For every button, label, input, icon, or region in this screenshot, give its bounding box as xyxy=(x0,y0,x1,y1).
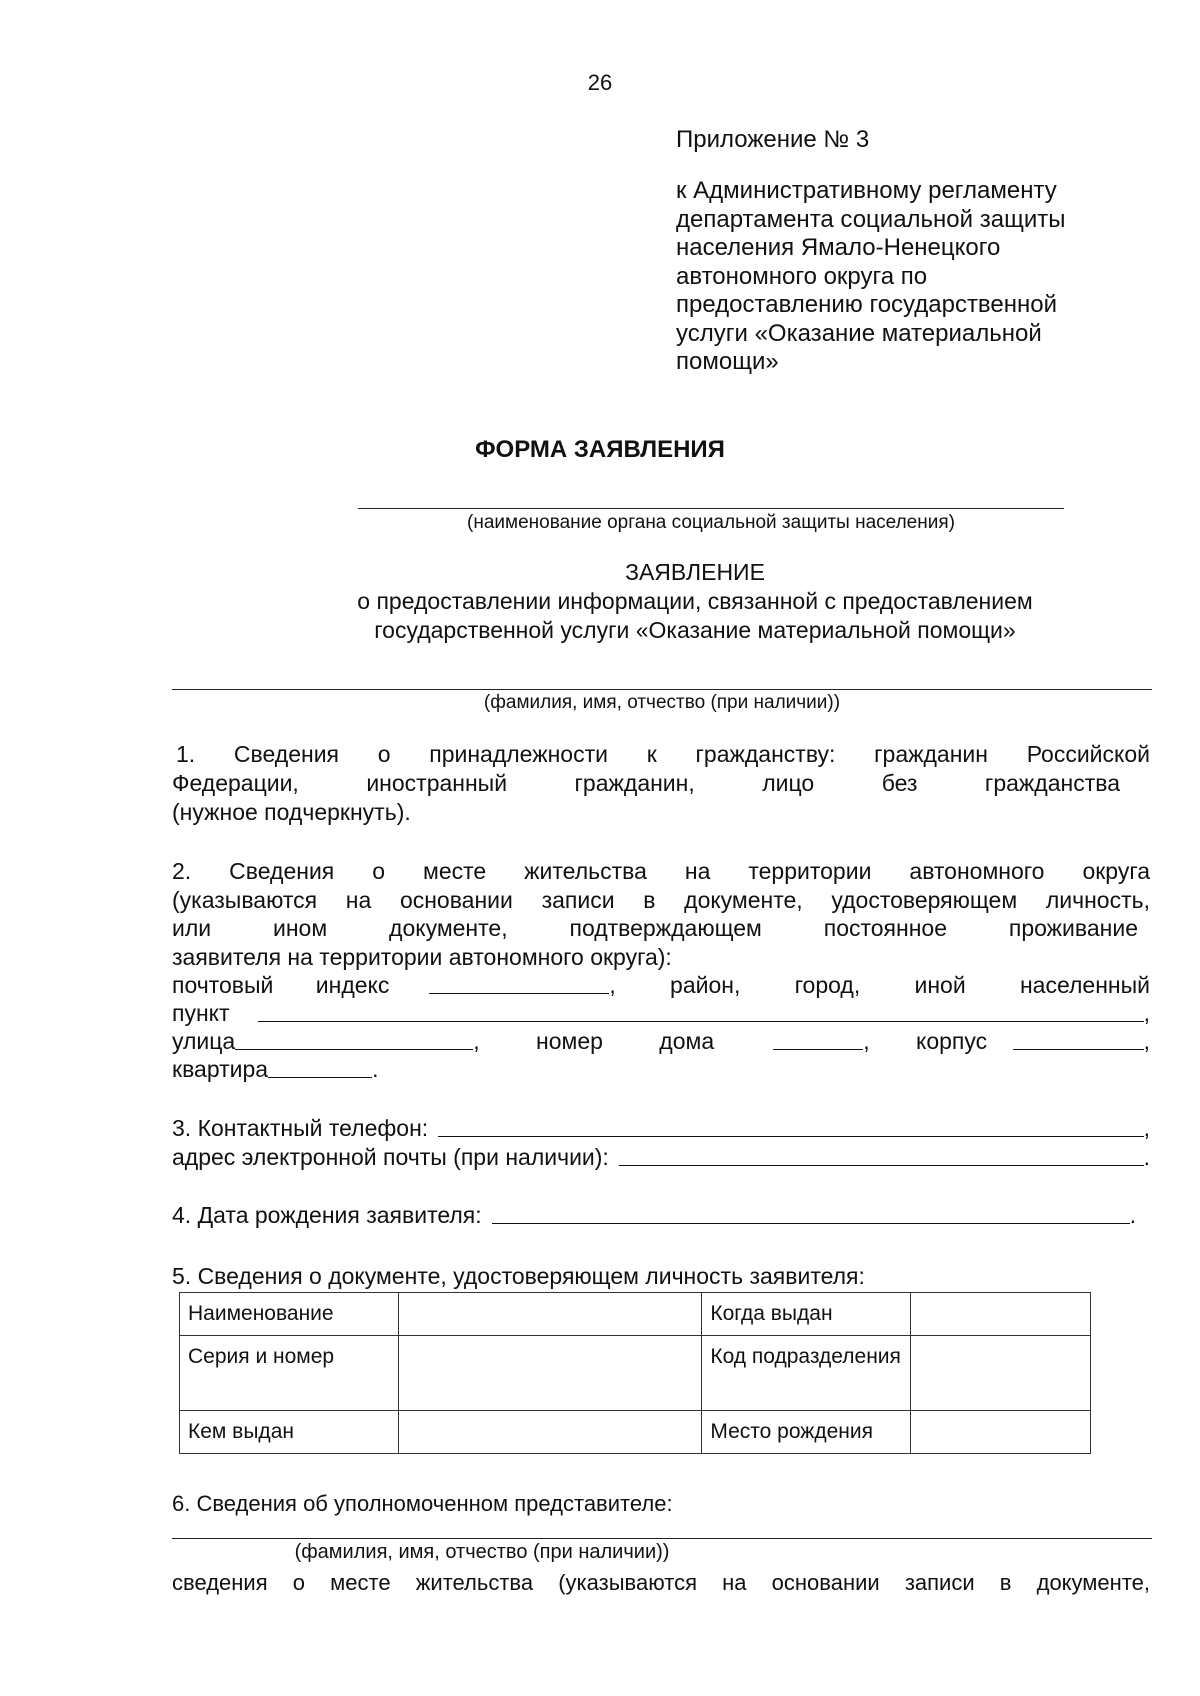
applicant-fio-field[interactable] xyxy=(172,689,1152,690)
application-subtitle-line: государственной услуги «Оказание материальной помощи» xyxy=(374,617,1016,643)
phone-row: 3. Контактный телефон: , xyxy=(172,1115,1150,1141)
org-name-field[interactable] xyxy=(358,508,1064,509)
locality-field[interactable] xyxy=(258,1020,1144,1022)
application-subtitle-line: о предоставлении информации, связанной с предоставлением xyxy=(357,588,1033,614)
org-name-caption: (наименование органа социальной защиты населения) xyxy=(467,512,955,533)
house-field[interactable] xyxy=(773,1048,863,1050)
appendix-line: к Административному регламенту xyxy=(676,177,1057,204)
representative-residence xyxy=(172,1569,1150,1598)
section-1-line: Федерации, иностранный гражданин, лицо без гражданства xyxy=(172,770,1120,796)
table-cell-label: Серия и номер xyxy=(180,1336,399,1411)
section-2-line: 2. Сведения о месте жительства на территории автономного округа xyxy=(172,858,1150,884)
house-label: , номер дома xyxy=(473,1028,715,1054)
apartment-row: квартира . xyxy=(172,1056,379,1082)
birthdate-label: 4. Дата рождения заявителя: xyxy=(172,1202,482,1228)
section-2 xyxy=(172,857,1150,914)
postal-index-row xyxy=(172,971,1150,1000)
locality-row: пункт , xyxy=(172,1000,1150,1026)
postal-index-field[interactable] xyxy=(429,992,609,994)
application-title: ЗАЯВЛЕНИЕ xyxy=(625,559,765,585)
postal-index-after: , район, город, иной населенный xyxy=(609,972,1150,998)
form-title: ФОРМА ЗАЯВЛЕНИЯ xyxy=(475,436,725,463)
appendix-line: автономного округа по xyxy=(676,262,928,290)
birthdate-field[interactable] xyxy=(492,1222,1130,1224)
table-cell-input[interactable] xyxy=(398,1293,701,1336)
section-2-cont xyxy=(172,914,1138,943)
table-row xyxy=(180,1293,1091,1336)
section-1-line: 1. Сведения о принадлежности к гражданству: гражданин Российской xyxy=(176,741,1150,767)
street-field[interactable] xyxy=(235,1048,473,1050)
phone-label: 3. Контактный телефон: xyxy=(172,1115,429,1141)
table-cell-input[interactable] xyxy=(911,1293,1091,1336)
representative-fio-field[interactable] xyxy=(172,1538,1152,1539)
appendix-line: населения Ямало-Ненецкого xyxy=(676,234,1001,261)
apartment-field[interactable] xyxy=(268,1076,372,1078)
appendix-line: департамента социальной защиты xyxy=(676,205,1066,233)
building-field[interactable] xyxy=(1013,1048,1143,1050)
applicant-fio-caption: (фамилия, имя, отчество (при наличии)) xyxy=(483,692,841,713)
appendix-line: услуги «Оказание материальной xyxy=(676,319,1042,347)
apartment-label: квартира xyxy=(172,1056,269,1082)
table-cell-input[interactable] xyxy=(398,1411,701,1454)
phone-field[interactable] xyxy=(438,1135,1143,1137)
section-6-label: 6. Сведения об уполномоченном представителе: xyxy=(172,1491,673,1516)
email-row: адрес электронной почты (при наличии): . xyxy=(172,1144,1150,1170)
table-cell-label: Код подразделения xyxy=(702,1336,911,1411)
section-2-line: заявителя на территории автономного округа): xyxy=(172,944,672,970)
appendix-title: Приложение № 3 xyxy=(676,126,870,153)
application-heading xyxy=(290,558,1100,645)
table-cell-label: Место рождения xyxy=(702,1411,911,1454)
section-1 xyxy=(176,740,1150,769)
appendix-text xyxy=(676,177,1146,377)
street-label: улица xyxy=(172,1028,236,1054)
section-1-cont xyxy=(172,769,1120,798)
table-cell-label: Когда выдан xyxy=(702,1293,911,1336)
table-cell-input[interactable] xyxy=(911,1411,1091,1454)
postal-index-label: почтовый индекс xyxy=(172,972,390,998)
table-cell-label: Наименование xyxy=(180,1293,399,1336)
appendix-line: помощи» xyxy=(676,348,779,375)
locality-label: пункт xyxy=(172,1000,230,1026)
page-number: 26 xyxy=(587,70,613,95)
table-row xyxy=(180,1336,1091,1411)
section-5-label: 5. Сведения о документе, удостоверяющем личность заявителя: xyxy=(172,1263,865,1289)
table-cell-input[interactable] xyxy=(911,1336,1091,1411)
table-cell-label: Кем выдан xyxy=(180,1411,399,1454)
section-1-line: (нужное подчеркнуть). xyxy=(172,799,411,825)
street-row: улица , номер дома , корпус , xyxy=(172,1028,1150,1054)
representative-residence-line: сведения о месте жительства (указываются на основании записи в документе, xyxy=(172,1570,1150,1595)
table-row xyxy=(180,1411,1091,1454)
building-label: , корпус xyxy=(863,1028,988,1054)
table-cell-input[interactable] xyxy=(398,1336,701,1411)
email-label: адрес электронной почты (при наличии): xyxy=(172,1144,609,1170)
section-2-line: или ином документе, подтверждающем постоянное проживание xyxy=(172,915,1138,941)
birthdate-row: 4. Дата рождения заявителя: . xyxy=(172,1202,1136,1228)
email-field[interactable] xyxy=(619,1164,1144,1166)
identity-document-table xyxy=(179,1292,1091,1454)
representative-fio-caption: (фамилия, имя, отчество (при наличии)) xyxy=(294,1541,670,1563)
section-2-line: (указываются на основании записи в документе, удостоверяющем личность, xyxy=(172,886,1150,913)
appendix-line: предоставлению государственной xyxy=(676,291,1058,318)
